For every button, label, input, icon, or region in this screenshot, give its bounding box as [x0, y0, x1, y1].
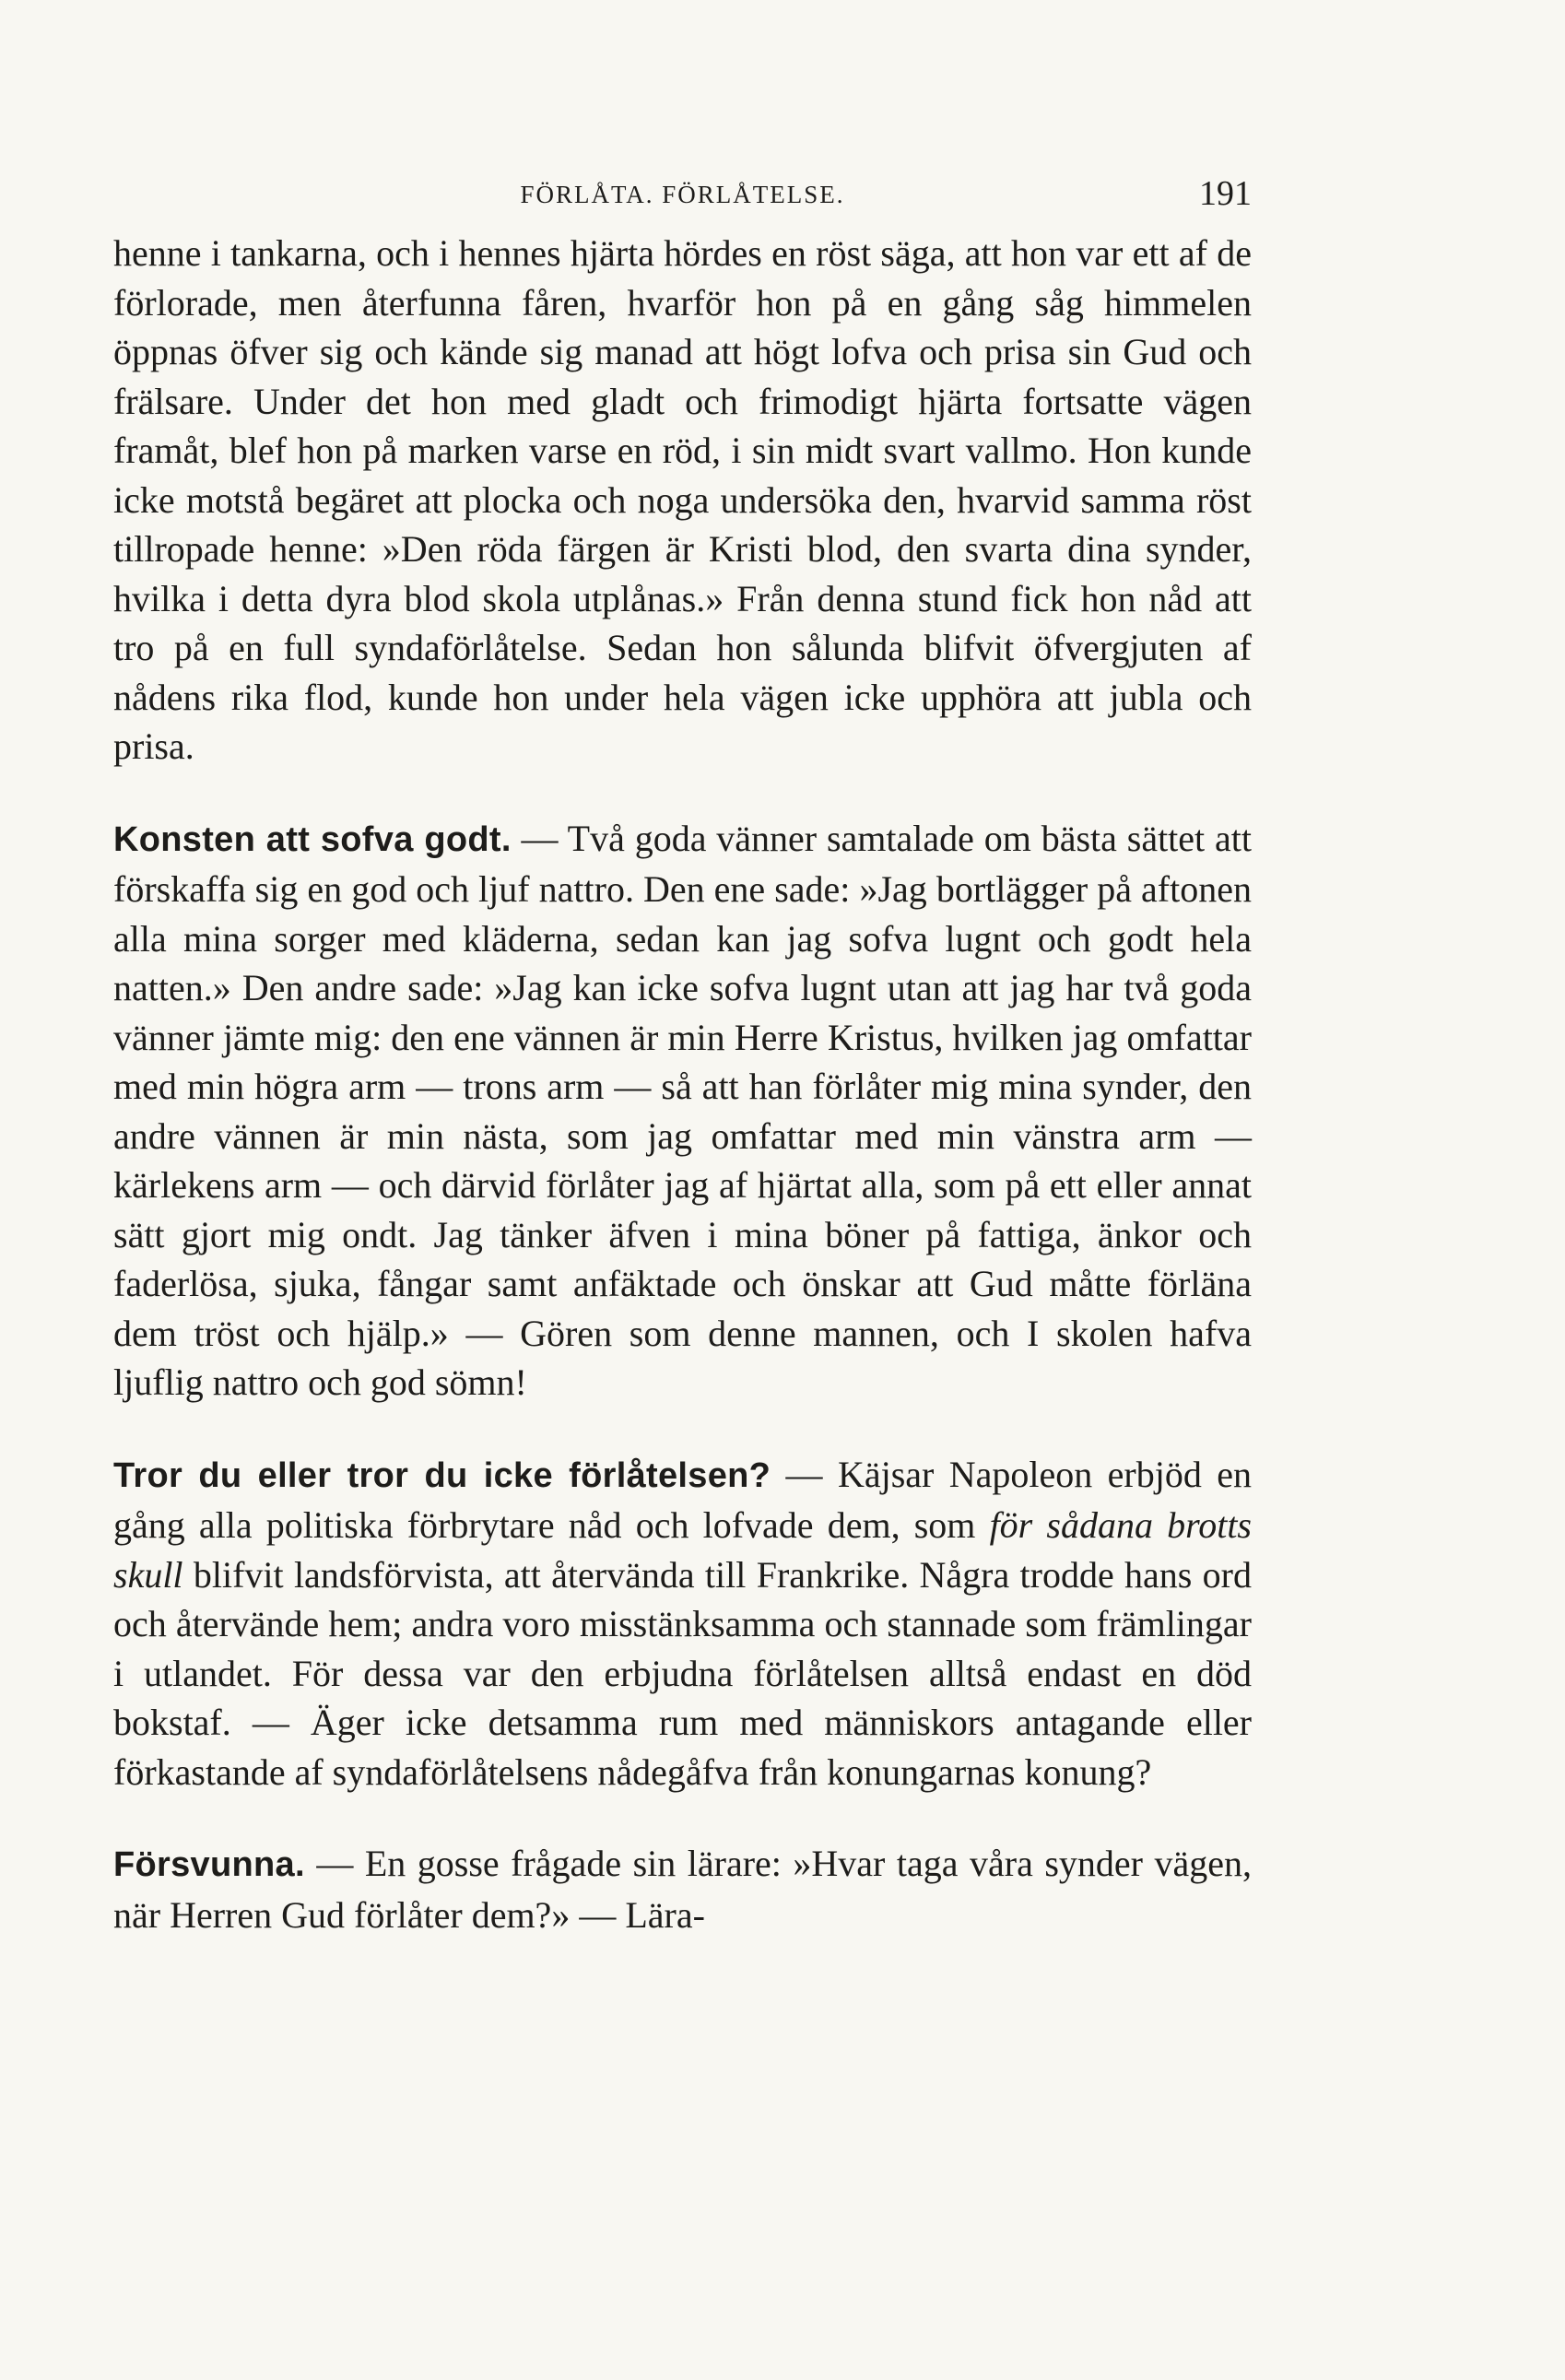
section-heading-tror: Tror du eller tror du icke förlåtelsen? [113, 1455, 771, 1495]
section-heading-konsten: Konsten att sofva godt. [113, 819, 512, 859]
page-number: 191 [1199, 174, 1252, 213]
paragraph-tror-text-b: blifvit landsförvista, att återvända till Frankrike. Några trodde hans ord och återvände hem; andra voro misstänksamma och stannade som främlingar i utlandet. För dessa var den erbjudna förlåtelsen alltså endast en död bokstaf. — Äger icke detsamma rum med människors antagande eller förkastande af syndaförlåtelsens nådegåfva från konungarnas konung? [113, 1553, 1252, 1793]
running-head [113, 173, 1252, 219]
paragraph-forsvunna-text: — En gosse frågade sin lärare: »Hvar taga våra synder vägen, när Herren Gud förlåter dem?» — Lära- [113, 1843, 1252, 1936]
section-heading-forsvunna: Försvunna. [113, 1845, 305, 1884]
paragraph-tror-italic: för sådana brotts skull [113, 1504, 1252, 1596]
paragraph-tror [113, 1450, 1252, 1797]
paragraph-tror-text-a: — Käjsar Napoleon erbjöd en gång alla politiska förbrytare nåd och lofvade dem, som [113, 1453, 1252, 1546]
paragraph-konsten [113, 814, 1252, 1408]
paragraph-continuation: henne i tankarna, och i hennes hjärta hördes en röst säga, att hon var ett af de förlorade, men återfunna fåren, hvarför hon på en gång såg himmelen öppnas öfver sig och kände sig manad att högt lofva och prisa sin Gud och frälsare. Under det hon med gladt och frimodigt hjärta fortsatte vägen framåt, blef hon på marken varse en röd, i sin midt svart vallmo. Hon kunde icke motstå begäret att plocka och noga undersöka den, hvarvid samma röst tillropade henne: »Den röda färgen är Kristi blod, den svarta dina synder, hvilka i detta dyra blod skola utplånas.» Från denna stund fick hon nåd att tro på en full syndaförlåtelse. Sedan hon sålunda blifvit öfvergjuten af nådens rika flod, kunde hon under hela vägen icke upphöra att jubla och prisa. [113, 232, 1252, 767]
running-title: FÖRLÅTA. FÖRLÅTELSE. [520, 181, 845, 208]
body-text [113, 229, 1252, 1939]
paragraph-forsvunna [113, 1839, 1252, 1939]
paragraph-konsten-text: — Två goda vänner samtalade om bästa sättet att förskaffa sig en god och ljuf nattro. Den ene sade: »Jag bortlägger på aftonen alla mina sorger med kläderna, sedan kan jag sofva lugnt och godt hela natten.» Den andre sade: »Jag kan icke sofva lugnt utan att jag har två goda vänner jämte mig: den ene vännen är min Herre Kristus, hvilken jag omfattar med min högra arm — trons arm — så att han förlåter mig mina synder, den andre vännen är min nästa, som jag omfattar med min vänstra arm — kärlekens arm — och därvid förlåter jag af hjärtat alla, som på ett eller annat sätt gjort mig ondt. Jag tänker äfven i mina böner på fattiga, änkor och faderlösa, sjuka, fångar samt anfäktade och önskar att Gud måtte förläna dem tröst och hjälp.» — Gören som denne mannen, och I skolen hafva ljuflig nattro och god sömn! [113, 817, 1252, 1403]
